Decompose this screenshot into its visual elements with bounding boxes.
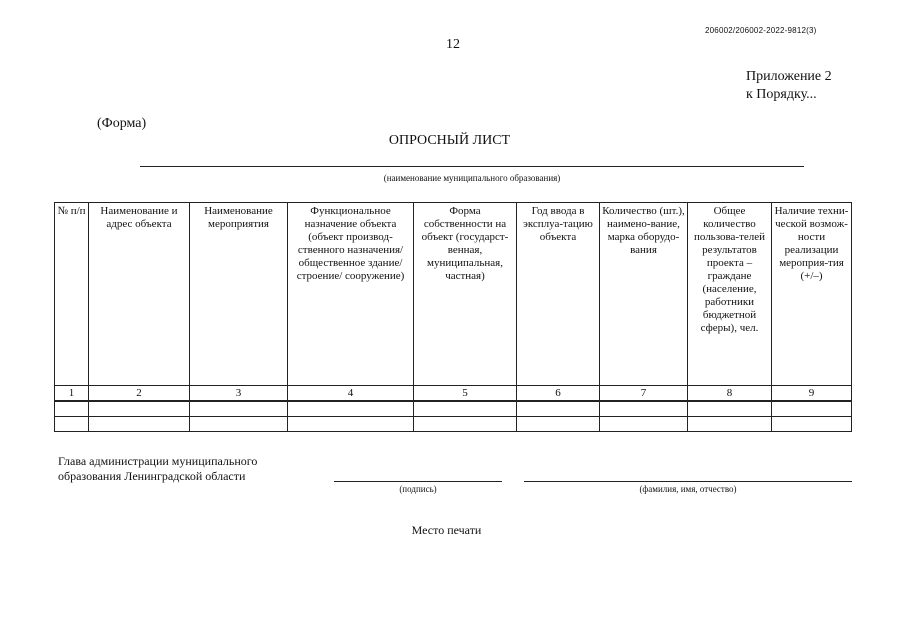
signature-line <box>334 481 502 482</box>
survey-table <box>54 202 852 432</box>
header-cell: Количество (шт.), наимено-вание, марка оборудо-вания <box>600 203 688 386</box>
column-number-cell: 4 <box>288 386 414 402</box>
header-cell: Общее количество пользова-телей результатов проекта – граждане (население, работники бюджетной сферы), чел. <box>688 203 772 386</box>
empty-cell <box>414 417 517 432</box>
empty-cell <box>55 401 89 417</box>
appendix-note <box>746 68 832 104</box>
table-header-row <box>55 203 852 386</box>
empty-cell <box>288 417 414 432</box>
official-title-line-2: образования Ленинградской области <box>58 469 246 483</box>
full-name-line <box>524 481 852 482</box>
empty-cell <box>89 401 190 417</box>
empty-cell <box>688 417 772 432</box>
column-number-cell: 1 <box>55 386 89 402</box>
column-number-row <box>55 386 852 402</box>
empty-cell <box>600 401 688 417</box>
empty-cell <box>55 417 89 432</box>
empty-cell <box>190 401 288 417</box>
column-number-cell: 3 <box>190 386 288 402</box>
column-number-cell: 7 <box>600 386 688 402</box>
document-title: ОПРОСНЫЙ ЛИСТ <box>388 133 511 148</box>
official-title <box>58 454 257 484</box>
document-title-wrap <box>0 133 905 149</box>
empty-cell <box>190 417 288 432</box>
empty-cell <box>288 401 414 417</box>
empty-cell <box>89 417 190 432</box>
empty-cell <box>517 417 600 432</box>
header-cell: Год ввода в эксплуа-тацию объекта <box>517 203 600 386</box>
header-cell: № п/п <box>55 203 89 386</box>
column-number-cell: 8 <box>688 386 772 402</box>
empty-cell <box>772 401 852 417</box>
empty-cell <box>772 417 852 432</box>
municipality-caption: (наименование муниципального образования) <box>383 173 561 183</box>
municipality-line <box>140 166 804 167</box>
header-cell: Наименование мероприятия <box>190 203 288 386</box>
table-row <box>55 401 852 417</box>
header-cell: Форма собственности на объект (государст-венная, муниципальная, частная) <box>414 203 517 386</box>
appendix-line-1: Приложение 2 <box>746 69 832 84</box>
document-id: 206002/206002-2022-9812(3) <box>705 26 817 35</box>
empty-cell <box>600 417 688 432</box>
header-cell: Наименование и адрес объекта <box>89 203 190 386</box>
column-number-cell: 6 <box>517 386 600 402</box>
column-number-cell: 9 <box>772 386 852 402</box>
official-title-line-1: Глава администрации муниципального <box>58 454 258 468</box>
empty-cell <box>414 401 517 417</box>
full-name-caption: (фамилия, имя, отчество) <box>639 484 737 494</box>
empty-cell <box>517 401 600 417</box>
empty-cell <box>688 401 772 417</box>
header-cell: Функциональное назначение объекта (объект производ-ственного назначения/ общественное здание/строение/ сооружение) <box>288 203 414 386</box>
column-number-cell: 5 <box>414 386 517 402</box>
page-number: 12 <box>446 37 460 52</box>
appendix-line-2: к Порядку... <box>746 87 817 102</box>
header-cell: Наличие техни-ческой возмож-ности реализации мероприя-тия (+/–) <box>772 203 852 386</box>
signature-caption: (подпись) <box>399 484 437 494</box>
column-number-cell: 2 <box>89 386 190 402</box>
stamp-place: Место печати <box>411 523 482 537</box>
table-row <box>55 417 852 432</box>
form-label: (Форма) <box>97 116 147 131</box>
stamp-place-wrap <box>0 523 905 538</box>
